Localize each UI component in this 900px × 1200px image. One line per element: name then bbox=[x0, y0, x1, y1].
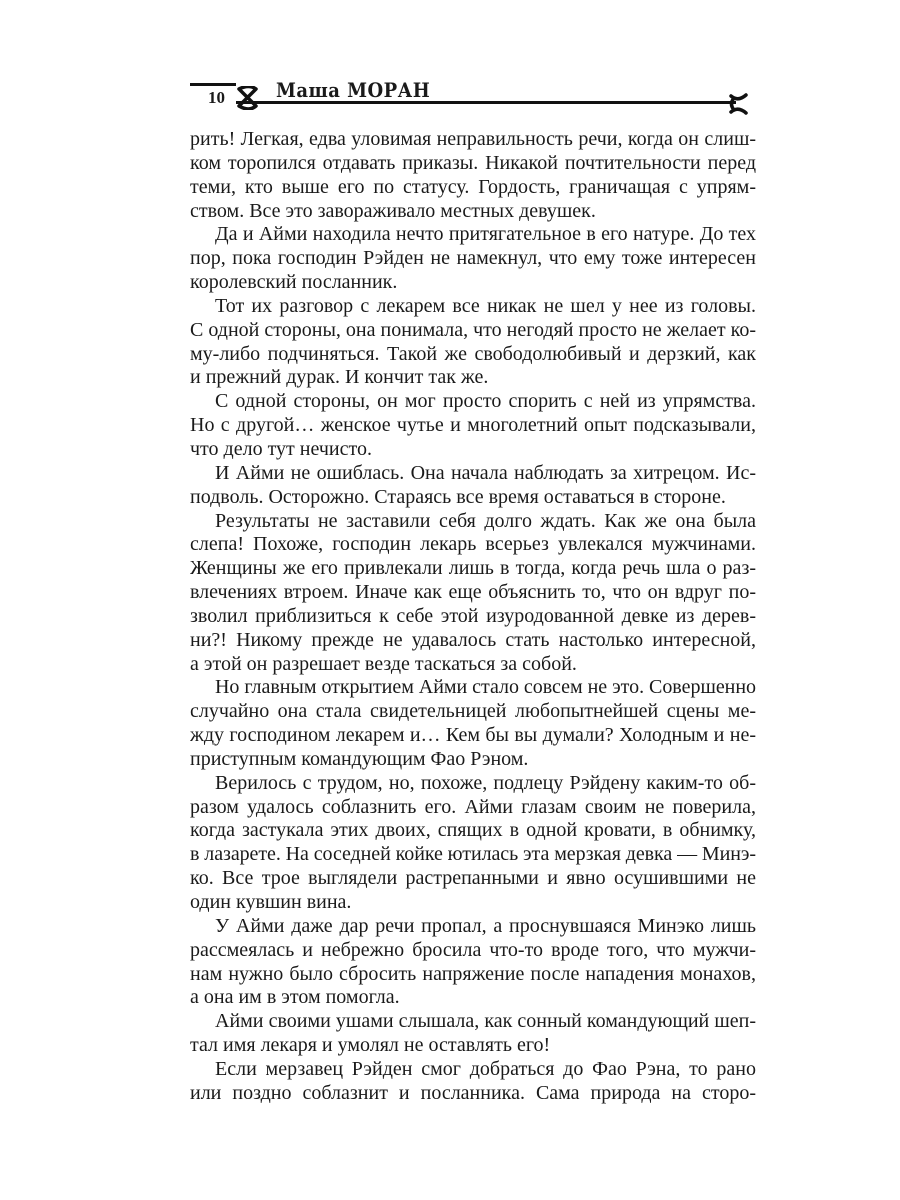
text-line: теми, кто выше его по статусу. Гордость, граничащая с упрям- bbox=[190, 175, 756, 198]
paragraph bbox=[190, 510, 756, 677]
paragraph bbox=[190, 1058, 756, 1106]
text-line: тал имя лекаря и умолял не оставлять его! bbox=[190, 1034, 551, 1057]
text-line: ни?! Никому прежде не удавалось стать настолько интересной, bbox=[190, 628, 756, 651]
paragraph bbox=[190, 772, 756, 915]
text-line: пор, пока господин Рэйден не намекнул, что ему тоже интересен bbox=[190, 247, 756, 270]
text-line: один кувшин вина. bbox=[190, 891, 352, 913]
text-line: Результаты не заставили себя долго ждать. Как же она была bbox=[215, 509, 756, 532]
text-line: С одной стороны, она понимала, что негодяй просто не желает ко- bbox=[190, 318, 756, 341]
text-line: Женщины же его привлекали лишь в тогда, когда речь шла о раз- bbox=[190, 557, 756, 580]
paragraph bbox=[190, 462, 756, 510]
text-line: му-либо подчиняться. Такой же свободолюбивый и дерзкий, как bbox=[190, 342, 756, 365]
text-line: подволь. Осторожно. Стараясь все время оставаться в стороне. bbox=[190, 485, 726, 508]
text-line: королевский посланник. bbox=[190, 271, 398, 294]
text-line: что дело тут нечисто. bbox=[190, 437, 372, 460]
text-line: в лазарете. На соседней койке ютилась эта мерзкая девка — Минэ- bbox=[190, 843, 756, 866]
knot-ornament-icon bbox=[728, 92, 750, 116]
text-line: нам нужно было сбросить напряжение после нападения монахов, bbox=[190, 962, 756, 985]
text-line: и прежний дурак. И кончит так же. bbox=[190, 366, 489, 389]
text-line: Да и Айми находила нечто притягательное в его натуре. До тех bbox=[215, 223, 756, 246]
text-line: или поздно соблазнит и посланника. Сама природа на сторо- bbox=[190, 1081, 756, 1104]
text-line: И Айми не ошиблась. Она начала наблюдать за хитрецом. Ис- bbox=[215, 461, 756, 484]
text-line: Айми своими ушами слышала, как сонный командующий шеп- bbox=[215, 1010, 756, 1033]
text-line: рассмеялась и небрежно бросила что-то вроде того, что мужчи- bbox=[190, 938, 756, 961]
text-line: слепа! Похоже, господин лекарь всерьез увлекался мужчинами. bbox=[190, 533, 756, 556]
text-line: Если мерзавец Рэйден смог добраться до Фао Рэна, то рано bbox=[215, 1057, 756, 1080]
text-line: Но с другой… женское чутье и многолетний опыт подсказывали, bbox=[190, 414, 756, 437]
running-header bbox=[0, 0, 900, 130]
text-line: разом удалось соблазнить его. Айми глазам своим не поверила, bbox=[190, 795, 756, 818]
text-line: ком торопился отдавать приказы. Никакой почтительности перед bbox=[190, 151, 756, 174]
paragraph bbox=[190, 128, 756, 223]
paragraph bbox=[190, 915, 756, 1010]
paragraph bbox=[190, 295, 756, 390]
book-author: Маша МОРАН bbox=[276, 78, 431, 102]
header-rule-short bbox=[190, 83, 236, 86]
text-line: Верилось с трудом, но, похоже, подлецу Рэйдену каким-то об- bbox=[215, 771, 756, 794]
knot-ornament-icon bbox=[236, 86, 262, 110]
text-line: случайно она стала свидетельницей любопытнейшей сцены ме- bbox=[190, 700, 756, 723]
text-line: ко. Все трое выглядели растрепанными и явно осушившими не bbox=[190, 867, 756, 890]
text-line: С одной стороны, он мог просто спорить с ней из упрямства. bbox=[215, 390, 756, 413]
text-line: Тот их разговор с лекарем все никак не шел у нее из головы. bbox=[215, 294, 756, 317]
text-line: а этой он разрешает везде таскаться за собой. bbox=[190, 652, 577, 675]
paragraph bbox=[190, 390, 756, 462]
text-line: Но главным открытием Айми стало совсем не это. Совершенно bbox=[215, 676, 756, 699]
text-line: зволил приблизиться к себе этой изуродованной девке из дерев- bbox=[190, 604, 756, 627]
paragraph bbox=[190, 1010, 756, 1058]
text-line: жду господином лекарем и… Кем бы вы думали? Холодным и не- bbox=[190, 724, 756, 747]
text-line: рить! Легкая, едва уловимая неправильность речи, когда он слиш- bbox=[190, 128, 756, 150]
text-line: когда застукала этих двоих, спящих в одной кровати, в обнимку, bbox=[190, 819, 756, 842]
text-line: ством. Все это завораживало местных девушек. bbox=[190, 199, 596, 222]
text-line: а она им в этом помогла. bbox=[190, 986, 400, 1009]
text-line: приступным командующим Фао Рэном. bbox=[190, 747, 529, 770]
text-line: влечениях втроем. Иначе как еще объяснить то, что он вдруг по- bbox=[190, 581, 756, 604]
paragraph bbox=[190, 676, 756, 771]
text-line: У Айми даже дар речи пропал, а проснувшаяся Минэко лишь bbox=[215, 914, 756, 937]
page-number: 10 bbox=[208, 88, 225, 107]
paragraph bbox=[190, 223, 756, 295]
body-text bbox=[190, 128, 756, 1106]
